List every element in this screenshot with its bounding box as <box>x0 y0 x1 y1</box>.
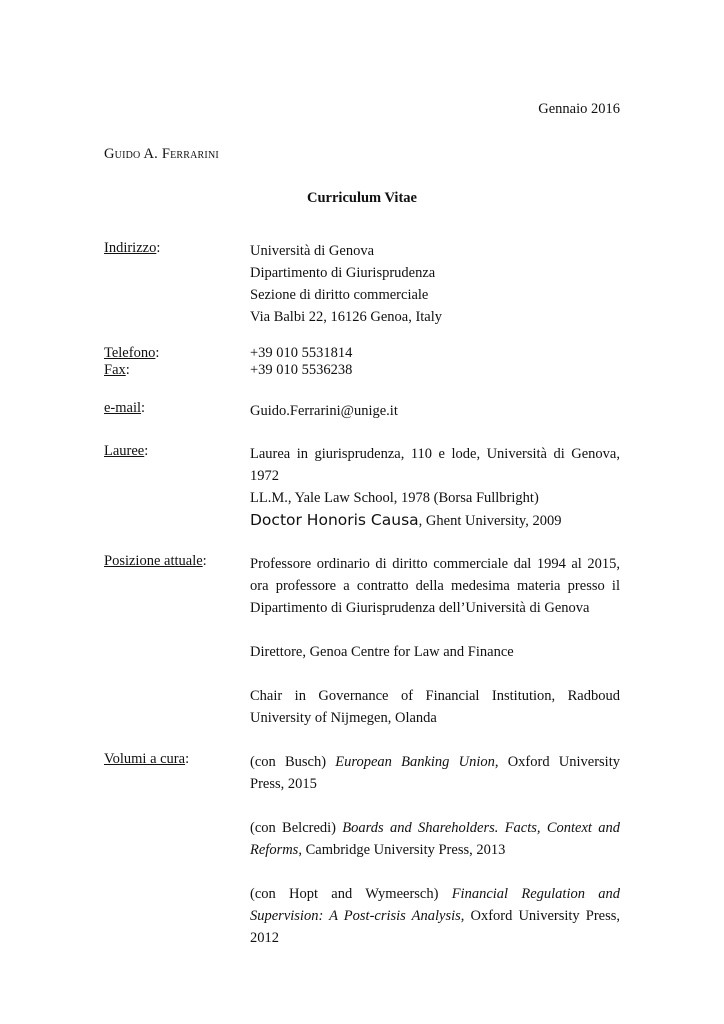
address-line: Via Balbi 22, 16126 Genoa, Italy <box>250 309 443 325</box>
volumes-list <box>250 751 620 949</box>
fax-value: +39 010 5536238 <box>250 362 353 378</box>
address-line: Sezione di diritto commerciale <box>250 287 429 303</box>
author-name: Guido A. Ferrarini <box>104 146 219 162</box>
position-paragraph: Professore ordinario di diritto commerciale dal 1994 al 2015, ora professore a contratto della medesima materia presso il Dipartimento di Giurisprudenza dell’Università di Genova <box>250 556 620 616</box>
degree-item: Doctor Honoris Causa, Ghent University, 2009 <box>250 511 562 529</box>
volume-item: (con Busch) European Banking Union, Oxford University Press, 2015 <box>250 754 620 792</box>
email-value: Guido.Ferrarini@unige.it <box>250 403 398 419</box>
honoris-causa: Doctor Honoris Causa <box>250 511 419 529</box>
volume-title: Boards and Shareholders. Facts, Context and Reforms <box>250 820 620 858</box>
address-value <box>250 240 620 328</box>
phone-label: Telefono: <box>104 345 160 361</box>
position-paragraph: Direttore, Genoa Centre for Law and Finance <box>250 644 514 660</box>
phone-value: +39 010 5531814 <box>250 345 353 361</box>
position-list <box>250 553 620 729</box>
position-label: Posizione attuale: <box>104 553 207 569</box>
volume-title: European Banking Union <box>335 754 495 770</box>
address-line: Dipartimento di Giurisprudenza <box>250 265 436 281</box>
volume-title: Financial Regulation and Supervision: A Post-crisis Analysis <box>250 886 620 924</box>
volume-item: (con Hopt and Wymeersch) Financial Regulation and Supervision: A Post-crisis Analysis, Oxford University Press, 2012 <box>250 886 620 946</box>
degrees-list <box>250 443 620 532</box>
degrees-label: Lauree: <box>104 443 149 459</box>
degree-item: LL.M., Yale Law School, 1978 (Borsa Fullbright) <box>250 490 539 506</box>
address-label: Indirizzo: <box>104 240 161 256</box>
volume-item: (con Belcredi) Boards and Shareholders. Facts, Context and Reforms, Cambridge University Press, 2013 <box>250 820 620 858</box>
document-title: Curriculum Vitae <box>307 190 417 206</box>
degree-item: Laurea in giurisprudenza, 110 e lode, Università di Genova, 1972 <box>250 446 620 484</box>
document-date: Gennaio 2016 <box>538 101 620 117</box>
position-paragraph: Chair in Governance of Financial Institution, Radboud University of Nijmegen, Olanda <box>250 688 620 726</box>
fax-label: Fax: <box>104 362 130 378</box>
address-line: Università di Genova <box>250 243 375 259</box>
volumes-label: Volumi a cura: <box>104 751 190 767</box>
email-label: e-mail: <box>104 400 146 416</box>
